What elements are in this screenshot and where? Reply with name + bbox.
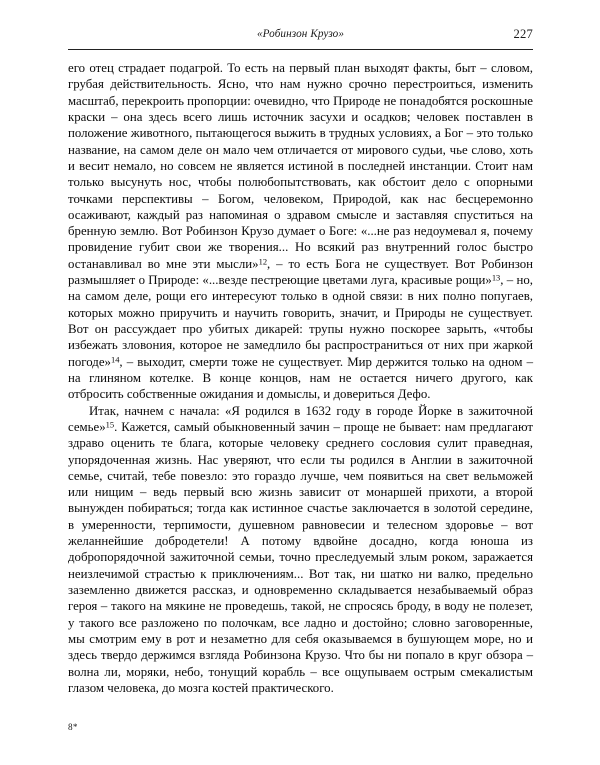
footnote-ref-13[interactable]: 13 <box>491 272 501 283</box>
paragraph-2 <box>68 403 533 697</box>
header-rule <box>68 49 533 50</box>
paragraph-2-text-b: . Кажется, самый обыкновенный зачин – проще не бывает: нам предлагают здраво оценить те блага, которые человеку среднего сословия сулит праведная, упорядоченная жизнь. Нас уверяют, что если ты родился в Англии в зажиточной семье, считай, тебе повезло: это гораздо лучше, чем появиться на свет вельможей или нищим – ведь первый всю жизнь зависит от монаршей прихоти, а второй вынужден побираться; тогда как истинное счастье заключается в золотой середине, в умеренности, терпимости, душевном равновесии и телесном здоровье – вот желаннейшие добродетели! А потому вдвойне досадно, когда юноша из добропорядочной зажиточной семьи, точно преследуемый злым роком, заражается неизлечимой страстью к приключениям... Вот так, ни шатко ни валко, предельно заземленно движется рассказ, и одновременно складывается незабываемый образ героя – такого на мякине не проведешь, такой, не спросясь броду, в воду не полезет, у такого все разложено по полочкам, все ладно и достойно; словно заговоренные, мы смотрим ему в рот и незаметно для себя оказываемся в бушующем море, но и здесь твердо держимся взгляда Робинзона Крузо. Что бы ни попало в круг обзора – волна ли, моряки, небо, тонущий корабль – все ощупываем острым смекалистым глазом человека, до мозга костей практического. <box>68 419 533 695</box>
paragraph-1-text-a: его отец страдает подагрой. То есть на первый план выходят факты, быт – словом, грубая действительность. Ясно, что нам нужно срочно перестроиться, изменить масштаб, перекроить пропорции: очевидно, что Природе не понадобятся роскошные краски – она здесь всего лишь источник засухи и осадков; человек поставлен в положение животного, пытающегося выжить в трудных условиях, а Бог – это только название, на самом деле он мало чем отличается от мирового судьи, чье слово, хоть и весит немало, но совсем не является истиной в последней инстанции. Стоит нам только высунуть нос, чтобы полюбопытствовать, как обстоит дело с опорными точками перспективы – Богом, человеком, Природой, как нас бесцеремонно осаживают, каждый раз напоминая о здравом смысле и заставляя спуститься на бренную землю. Вот Робинзон Крузо думает о Боге: «...не раз недоумевал я, почему провидение губит свои же творения... Но всякий раз внутренний голос быстро останавливал во мне эти мысли» <box>68 61 533 271</box>
paragraph-continuation <box>68 60 533 403</box>
paragraph-1-text-d: , – выходит, смерти тоже не существует. Мир держится только на одном – на глиняном котелке. В конце концов, нам не остается ничего другого, как отбросить собственные ожидания и домыслы, и довериться Дефо. <box>68 354 533 402</box>
paragraph-1-text-b: , – то есть Бога не существует. Вот Робинзон размышляет о Природе: «...везде пестреющие цветами луга, красивые рощи» <box>68 256 533 288</box>
running-head-title: «Робинзон Крузо» <box>256 28 345 40</box>
page-number: 227 <box>513 27 533 41</box>
footnote-ref-14[interactable]: 14 <box>110 354 120 365</box>
footnote-ref-12[interactable]: 12 <box>258 256 268 267</box>
paragraph-2-text-a: Итак, начнем с начала: «Я родился в 1632 году в городе Йорке в зажиточной семье» <box>68 403 533 434</box>
footnote-ref-15[interactable]: 15 <box>105 419 115 430</box>
body-text-block <box>68 60 533 696</box>
signature-mark: 8* <box>68 722 78 732</box>
running-head <box>68 28 533 48</box>
paragraph-1-text-c: , – но, на самом деле, рощи его интересуют только в одной связи: в них полно попугаев, которых можно приручить и научить говорить, значит, и Природы не существует. Вот он рассуждает про убитых дикарей: трупы нужно поскорее зарыть, «чтобы избежать зловония, которое не замедлило бы распространиться от них при жаркой погоде» <box>68 273 533 369</box>
